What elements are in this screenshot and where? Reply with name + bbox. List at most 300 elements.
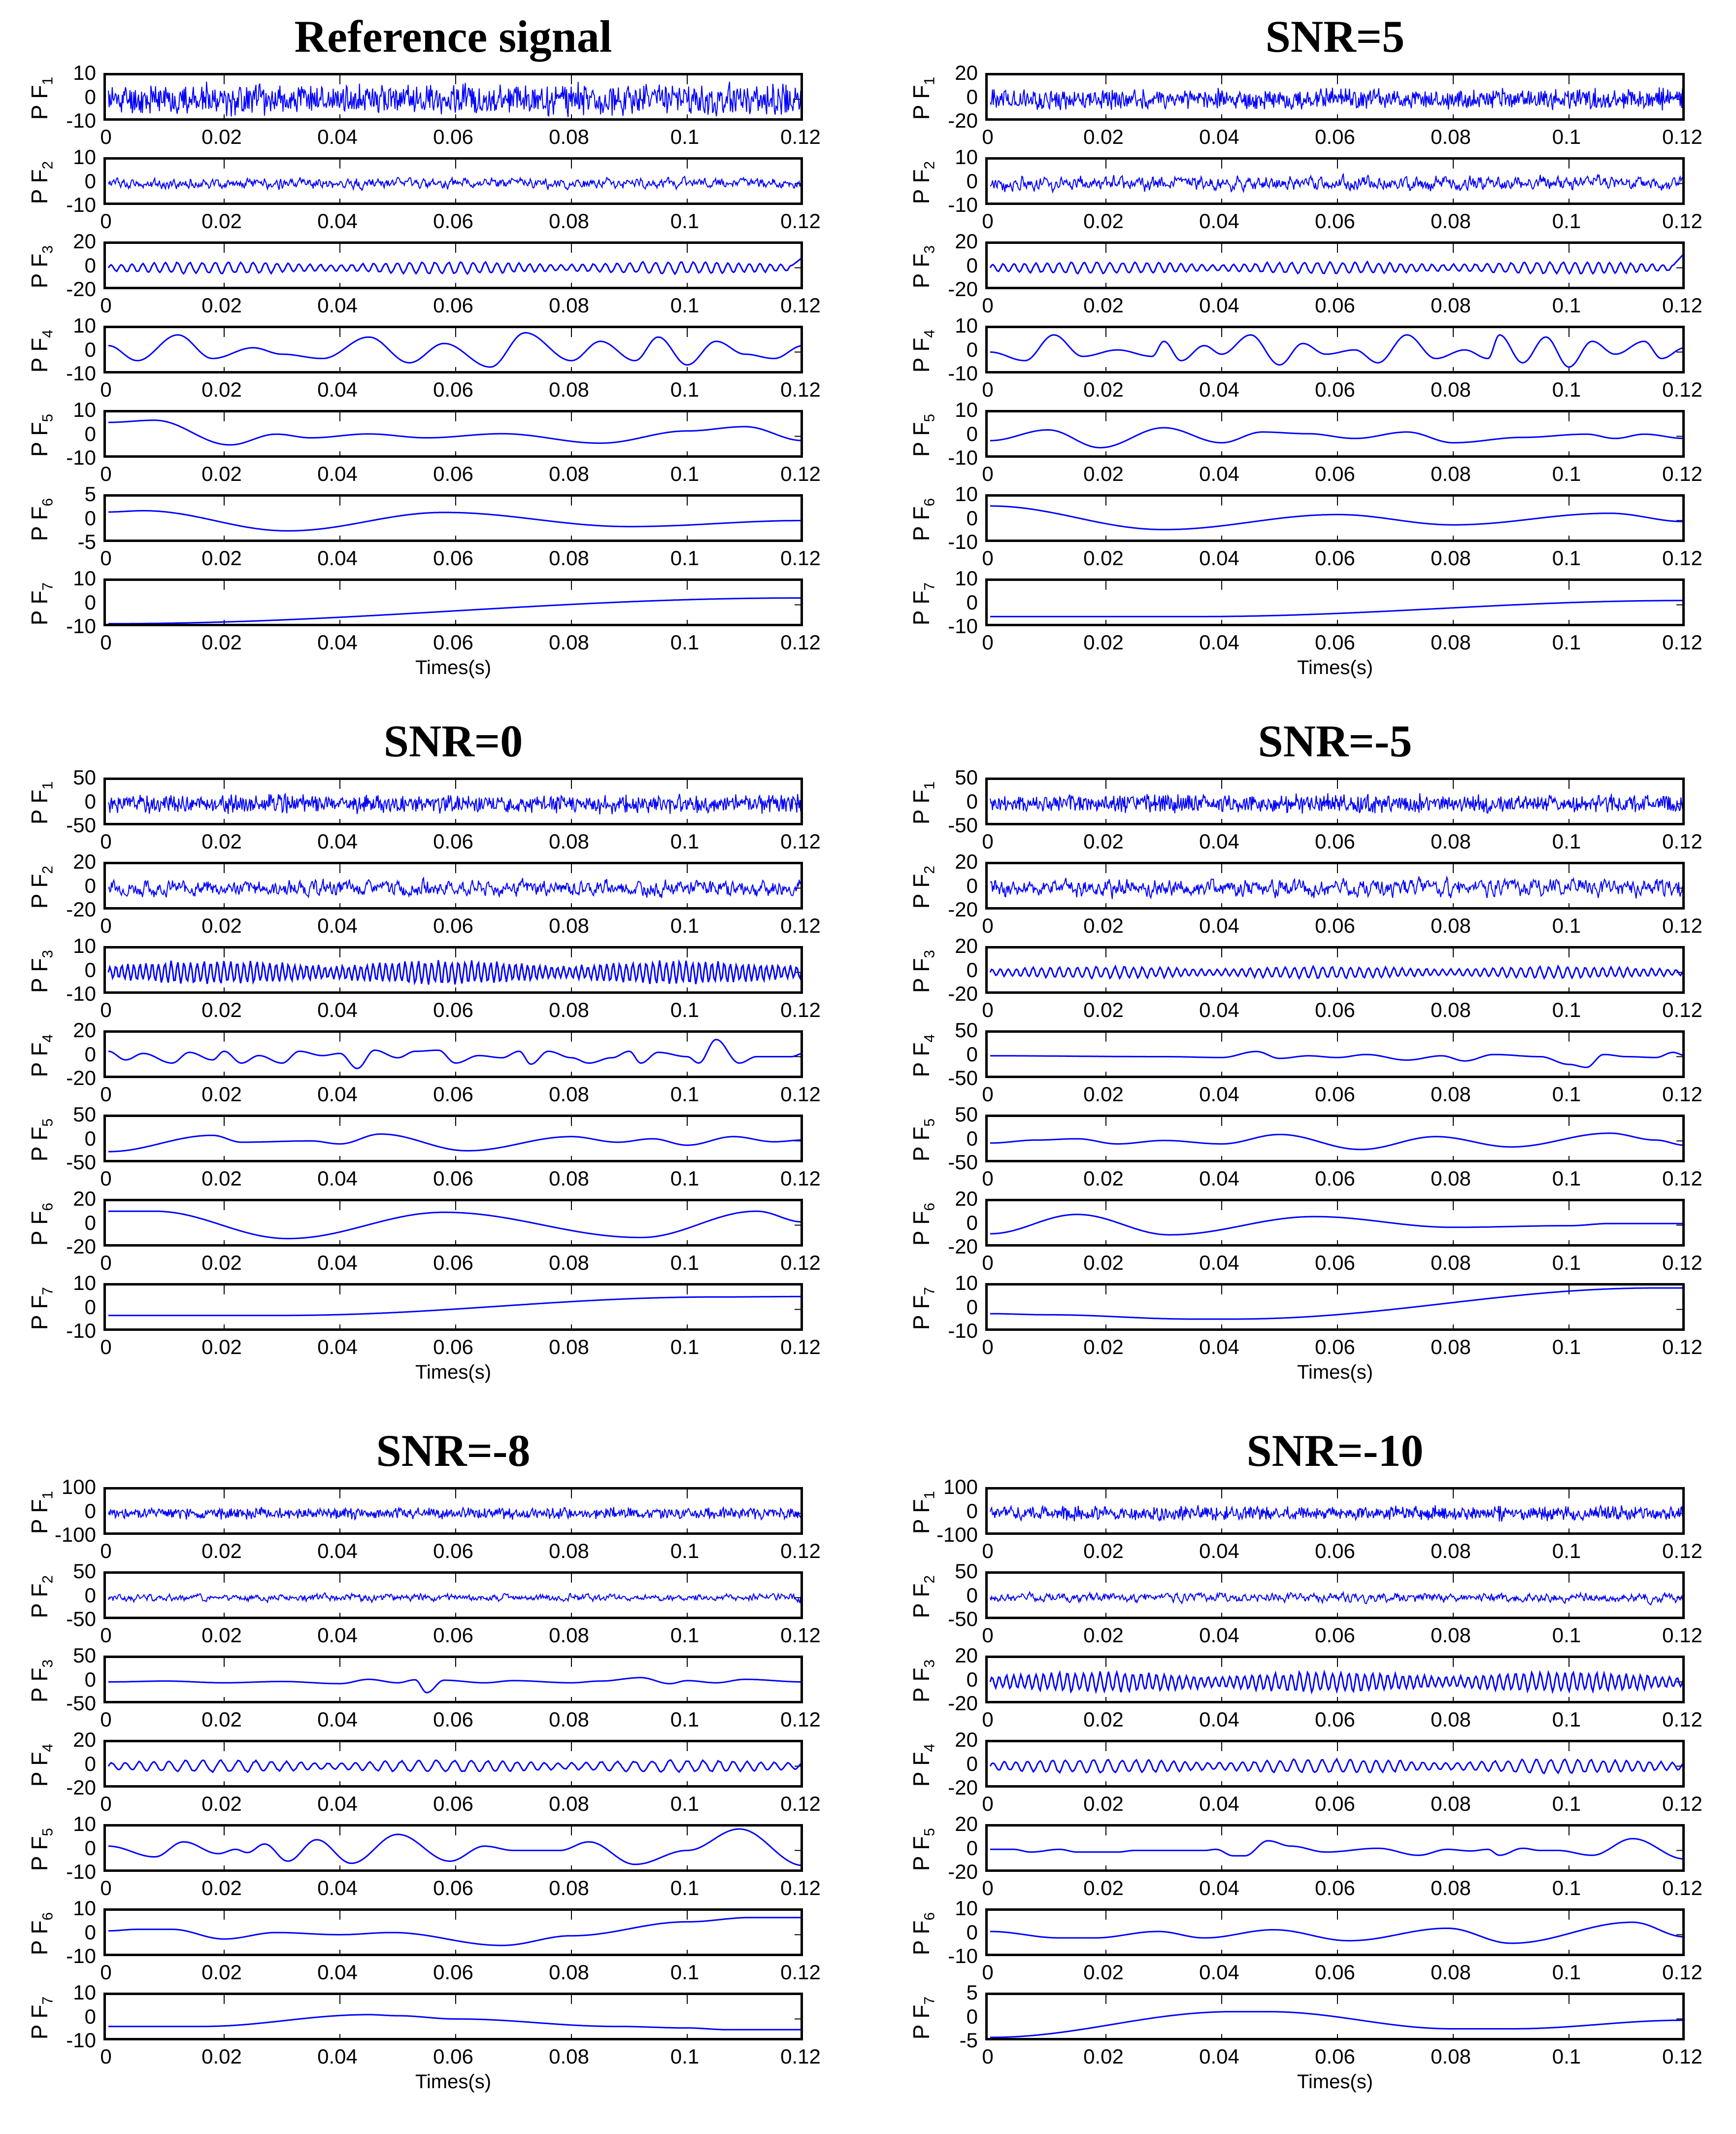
x-tick-label: 0.1 [1552,1167,1581,1190]
x-tick-label: 0.12 [780,1167,821,1190]
y-axis-label: P $F_2$ [908,1575,938,1618]
y-tick-label: -20 [66,277,96,301]
x-tick-label: 0.1 [1552,2045,1581,2068]
y-tick-label: -10 [66,362,96,385]
x-tick-label: 0.06 [433,1708,473,1731]
x-tick-label: 0.02 [1083,1961,1124,1984]
plot-area [985,1908,1685,1956]
x-tick-label: 0.08 [1431,1708,1471,1731]
y-tick-label: 0 [84,2004,96,2028]
plot-area [103,778,803,825]
x-tick-label: 0.04 [1199,209,1239,233]
y-tick-label: -10 [66,109,96,132]
x-tick-label: 0.04 [1199,1961,1239,1984]
x-tick-label: 0.06 [1315,209,1355,233]
y-tick-label: 0 [966,506,978,530]
y-axis-label: P $F_6$ [27,1912,56,1955]
x-tick-label: 0.1 [1552,378,1581,401]
x-tick-label: 0.02 [1083,1335,1124,1358]
y-tick-label: -20 [948,1860,978,1883]
x-tick-label: 0.06 [1315,294,1355,317]
plot-area [103,946,803,994]
x-tick-label: 0.1 [670,1167,700,1190]
x-tick-label: 0 [982,914,994,937]
x-tick-label: 0.08 [549,1539,589,1562]
plot-area [103,1487,803,1535]
x-tick-label: 0.12 [780,209,821,233]
x-tick-label: 0.02 [201,1624,242,1647]
x-tick-label: 0.04 [317,1539,358,1562]
x-tick-label: 0.06 [433,378,473,401]
x-tick-label: 0.06 [1315,1539,1355,1562]
y-tick-label: -10 [66,2029,96,2052]
x-tick-label: 0.02 [1083,1167,1124,1190]
x-tick-label: 0 [100,378,112,401]
y-axis-label: P $F_2$ [27,161,56,204]
x-tick-label: 0.1 [1552,1624,1581,1647]
x-tick-label: 0.02 [201,1792,242,1815]
plot-area [985,326,1685,373]
chart-group [882,1414,1736,2124]
x-tick-label: 0.12 [780,998,821,1021]
chart-title: SNR=-5 [1258,716,1412,766]
y-tick-label: -10 [948,362,978,385]
x-tick-label: 0.12 [780,631,821,654]
x-tick-label: 0.12 [780,546,821,570]
plot-area [985,1993,1685,2040]
y-tick-label: 50 [73,1103,96,1126]
waveform-line [106,581,803,626]
y-tick-label: 20 [73,1728,96,1751]
x-tick-label: 0.04 [317,1335,358,1358]
y-tick-label: 50 [73,1644,96,1667]
x-tick-label: 0.1 [1552,209,1581,233]
x-tick-label: 0.04 [317,830,358,853]
y-tick-label: -50 [948,813,978,837]
x-tick-label: 0.08 [1431,1251,1471,1274]
waveform-line [106,1201,803,1247]
x-tick-label: 0.12 [1662,2045,1703,2068]
x-tick-label: 0.12 [1662,1335,1703,1358]
x-tick-label: 0.06 [433,631,473,654]
x-tick-label: 0.04 [1199,830,1239,853]
x-tick-label: 0 [100,294,112,317]
y-tick-label: -10 [948,446,978,469]
x-tick-label: 0.08 [1431,1876,1471,1899]
y-tick-label: 10 [73,1981,96,2004]
y-axis-label: P $F_5$ [908,1828,938,1871]
x-tick-label: 0.1 [1552,1335,1581,1358]
x-tick-label: 0 [100,1083,112,1106]
x-tick-label: 0 [100,125,112,148]
y-axis-label: P $F_6$ [27,498,56,541]
y-tick-label: 0 [84,1499,96,1523]
x-tick-label: 0.06 [1315,998,1355,1021]
waveform-line [106,1286,803,1331]
chart-group [0,705,854,1414]
x-tick-label: 0.12 [780,1876,821,1899]
x-tick-label: 0.08 [549,1876,589,1899]
y-tick-label: 50 [955,1559,978,1583]
y-tick-label: -10 [66,193,96,216]
chart-group [882,705,1736,1414]
y-tick-label: -10 [66,1860,96,1883]
waveform-line [988,581,1685,626]
x-tick-label: 0.08 [549,209,589,233]
x-tick-label: 0 [100,462,112,485]
plot-area [985,578,1685,626]
x-tick-label: 0 [982,1961,994,1984]
x-axis-label: Times(s) [1297,2071,1373,2093]
x-tick-label: 0.1 [670,1251,700,1274]
x-tick-label: 0.02 [201,125,242,148]
y-tick-label: 0 [84,1042,96,1066]
waveform-line [106,244,803,289]
x-tick-label: 0.08 [1431,546,1471,570]
x-tick-label: 0.06 [433,998,473,1021]
y-axis-label: P $F_7$ [27,1996,56,2039]
waveform-line [988,948,1685,994]
x-tick-label: 0 [100,1539,112,1562]
x-axis-label: Times(s) [1297,657,1373,678]
x-tick-label: 0 [100,998,112,1021]
x-tick-label: 0 [982,1624,994,1647]
y-tick-label: 20 [955,1644,978,1667]
x-tick-label: 0.02 [201,294,242,317]
y-tick-label: 0 [84,1920,96,1944]
x-axis-label: Times(s) [415,657,492,678]
plot-area [985,241,1685,289]
y-axis-label: P $F_3$ [27,949,56,993]
y-axis-label: P $F_5$ [908,413,938,457]
x-tick-label: 0.08 [1431,1624,1471,1647]
y-axis-label: P $F_3$ [908,949,938,993]
plot-area [103,1030,803,1078]
y-axis-label: P $F_2$ [908,865,938,909]
y-axis-label: P $F_7$ [908,582,938,625]
x-tick-label: 0 [100,1708,112,1731]
x-tick-label: 0 [100,1876,112,1899]
y-tick-label: 20 [955,1187,978,1210]
x-tick-label: 0 [100,2045,112,2068]
chart-title: Reference signal [294,11,612,62]
y-axis-label: P $F_5$ [27,1828,56,1871]
waveform-line [106,1827,803,1872]
x-tick-label: 0.04 [1199,914,1239,937]
x-tick-label: 0 [982,1335,994,1358]
x-tick-label: 0 [100,546,112,570]
x-tick-label: 0.1 [1552,1792,1581,1815]
y-tick-label: -10 [66,1944,96,1967]
y-tick-label: 0 [84,253,96,277]
y-tick-label: 0 [84,1752,96,1775]
x-tick-label: 0.1 [670,1961,700,1984]
y-tick-label: 50 [955,1018,978,1042]
y-tick-label: -20 [948,1692,978,1715]
x-tick-label: 0.02 [1083,546,1124,570]
x-tick-label: 0.1 [1552,830,1581,853]
y-axis-label: P $F_2$ [908,161,938,204]
x-tick-label: 0.04 [1199,1167,1239,1190]
x-tick-label: 0.06 [433,830,473,853]
y-tick-label: -10 [66,982,96,1005]
x-tick-label: 0.06 [1315,1624,1355,1647]
x-tick-label: 0.02 [1083,125,1124,148]
x-tick-label: 0.06 [433,1792,473,1815]
y-tick-label: -10 [948,1319,978,1342]
y-tick-label: -20 [948,1235,978,1258]
y-tick-label: -20 [66,1235,96,1258]
x-tick-label: 0.12 [1662,1792,1703,1815]
plot-area [103,1824,803,1872]
x-tick-label: 0.12 [1662,914,1703,937]
x-tick-label: 0.06 [433,2045,473,2068]
x-tick-label: 0.02 [201,2045,242,2068]
y-tick-label: 0 [84,590,96,614]
waveform-line [988,1117,1685,1162]
x-tick-label: 0.02 [1083,631,1124,654]
waveform-line [988,1574,1685,1619]
x-tick-label: 0.12 [780,914,821,937]
x-tick-label: 0.1 [1552,1083,1581,1106]
y-tick-label: 20 [955,1812,978,1835]
x-tick-label: 0.08 [1431,1335,1471,1358]
y-tick-label: 0 [966,789,978,813]
y-axis-label: P $F_1$ [27,1490,56,1534]
y-tick-label: 0 [84,1667,96,1691]
x-tick-label: 0.1 [670,294,700,317]
x-tick-label: 0 [982,1539,994,1562]
x-tick-label: 0.12 [780,830,821,853]
x-tick-label: 0.1 [670,1624,700,1647]
plot-area [985,1283,1685,1331]
x-tick-label: 0.08 [1431,914,1471,937]
y-axis-label: P $F_3$ [908,245,938,288]
x-tick-label: 0.06 [433,1335,473,1358]
x-tick-label: 0 [100,209,112,233]
waveform-line [106,1911,803,1956]
x-tick-label: 0.04 [1199,1335,1239,1358]
waveform-line [988,864,1685,910]
x-tick-label: 0.12 [780,1961,821,1984]
plot-area [985,494,1685,542]
x-tick-label: 0.1 [1552,546,1581,570]
x-tick-label: 0.08 [1431,462,1471,485]
x-tick-label: 0.08 [549,1708,589,1731]
x-tick-label: 0.02 [1083,1876,1124,1899]
y-tick-label: 10 [955,145,978,169]
waveform-line [106,948,803,994]
waveform-line [106,1742,803,1788]
y-tick-label: 0 [966,1042,978,1066]
x-tick-label: 0.02 [1083,1624,1124,1647]
x-tick-label: 0.02 [1083,830,1124,853]
x-tick-label: 0.04 [1199,1624,1239,1647]
y-tick-label: -50 [948,1607,978,1630]
chart-title: SNR=0 [383,716,523,766]
x-tick-label: 0.12 [780,1083,821,1106]
x-tick-label: 0.12 [780,294,821,317]
x-tick-label: 0.08 [1431,2045,1471,2068]
y-tick-label: 0 [966,1583,978,1607]
waveform-line [106,780,803,825]
x-tick-label: 0.12 [780,378,821,401]
x-tick-label: 0.02 [1083,1792,1124,1815]
x-tick-label: 0 [982,998,994,1021]
y-tick-label: -50 [66,1607,96,1630]
x-tick-label: 0.12 [1662,1961,1703,1984]
x-tick-label: 0 [100,1624,112,1647]
x-tick-label: 0.06 [1315,1335,1355,1358]
x-tick-label: 0 [982,1708,994,1731]
x-tick-label: 0.04 [317,631,358,654]
x-tick-label: 0 [100,1792,112,1815]
waveform-line [988,1286,1685,1331]
x-tick-label: 0 [982,294,994,317]
y-tick-label: 10 [73,1271,96,1294]
x-tick-label: 0.06 [1315,1876,1355,1899]
x-tick-label: 0.04 [1199,998,1239,1021]
y-axis-label: P $F_1$ [908,1490,938,1534]
x-tick-label: 0 [100,1251,112,1274]
chart-group [0,0,854,710]
y-axis-label: P $F_1$ [908,781,938,824]
y-tick-label: 0 [84,506,96,530]
y-tick-label: -100 [54,1523,96,1546]
y-tick-label: -20 [66,898,96,921]
plot-area [103,1656,803,1703]
x-tick-label: 0.1 [670,1335,700,1358]
x-tick-label: 0.08 [549,378,589,401]
x-tick-label: 0.08 [1431,998,1471,1021]
y-tick-label: -20 [948,1776,978,1799]
y-axis-label: P $F_5$ [27,413,56,457]
x-tick-label: 0.1 [670,914,700,937]
y-tick-label: 0 [84,85,96,108]
x-tick-label: 0 [982,2045,994,2068]
x-tick-label: 0.12 [1662,1251,1703,1274]
x-tick-label: 0.08 [549,998,589,1021]
y-tick-label: 0 [966,85,978,108]
x-tick-label: 0.04 [1199,1876,1239,1899]
y-tick-label: 0 [84,422,96,445]
y-tick-label: 0 [84,789,96,813]
x-tick-label: 0.02 [201,1167,242,1190]
y-axis-label: P $F_3$ [27,1659,56,1702]
x-tick-label: 0.04 [1199,378,1239,401]
waveform-line [106,497,803,542]
x-tick-label: 0.02 [201,209,242,233]
x-tick-label: 0.08 [1431,1167,1471,1190]
y-tick-label: 0 [966,2004,978,2028]
waveform-line [988,75,1685,121]
chart-title: SNR=-8 [376,1425,531,1476]
x-tick-label: 0.06 [1315,1083,1355,1106]
y-tick-label: 20 [955,850,978,873]
x-tick-label: 0.02 [201,830,242,853]
x-tick-label: 0.08 [1431,1539,1471,1562]
waveform-line [106,1490,803,1535]
plot-area [103,73,803,121]
x-tick-label: 0.06 [433,1251,473,1274]
waveform-line [988,244,1685,289]
plot-area [985,946,1685,994]
y-tick-label: -10 [66,1319,96,1342]
y-tick-label: -50 [66,1692,96,1715]
plot-area [985,1656,1685,1703]
waveform-line [106,1033,803,1078]
x-tick-label: 0 [100,914,112,937]
y-tick-label: 20 [955,934,978,957]
y-tick-label: 10 [73,1897,96,1920]
x-tick-label: 0.12 [1662,209,1703,233]
x-tick-label: 0.1 [670,125,700,148]
waveform-line [988,497,1685,542]
x-tick-label: 0.04 [317,209,358,233]
y-axis-label: P $F_3$ [27,245,56,288]
x-tick-label: 0.1 [1552,1539,1581,1562]
x-tick-label: 0.1 [670,546,700,570]
y-tick-label: 20 [955,1728,978,1751]
chart-group [882,0,1736,710]
x-tick-label: 0.06 [1315,1708,1355,1731]
x-tick-label: 0.04 [317,1624,358,1647]
y-tick-label: -10 [948,614,978,638]
y-tick-label: -20 [66,1066,96,1089]
x-tick-label: 0.06 [1315,1251,1355,1274]
y-tick-label: 0 [966,1499,978,1523]
x-tick-label: 0.08 [549,1335,589,1358]
x-tick-label: 0.1 [1552,1961,1581,1984]
y-tick-label: -20 [66,1776,96,1799]
y-tick-label: -20 [948,982,978,1005]
y-tick-label: -50 [66,1151,96,1174]
x-tick-label: 0.12 [780,1335,821,1358]
x-tick-label: 0.08 [549,830,589,853]
plot-area [985,1487,1685,1535]
x-tick-label: 0.12 [1662,1708,1703,1731]
x-tick-label: 0.04 [317,1708,358,1731]
waveform-line [988,1201,1685,1247]
x-tick-label: 0.06 [433,209,473,233]
x-tick-label: 0 [982,1876,994,1899]
x-tick-label: 0.1 [1552,462,1581,485]
x-tick-label: 0.08 [549,1251,589,1274]
x-tick-label: 0.06 [1315,378,1355,401]
y-tick-label: 10 [73,1812,96,1835]
x-tick-label: 0.04 [317,2045,358,2068]
y-axis-label: P $F_4$ [27,1743,56,1787]
waveform-line [988,780,1685,825]
x-tick-label: 0.12 [1662,125,1703,148]
plot-area [985,410,1685,458]
x-tick-label: 0.08 [549,294,589,317]
x-tick-label: 0 [982,1167,994,1190]
x-axis-label: Times(s) [415,2071,492,2093]
y-axis-label: P $F_4$ [908,1034,938,1077]
x-tick-label: 0.1 [670,1792,700,1815]
x-tick-label: 0.04 [1199,1708,1239,1731]
y-tick-label: 5 [84,482,96,506]
x-tick-label: 0.06 [433,914,473,937]
x-tick-label: 0.04 [1199,1539,1239,1562]
plot-area [985,1030,1685,1078]
x-tick-label: 0.1 [670,830,700,853]
y-tick-label: 0 [966,422,978,445]
x-tick-label: 0 [100,830,112,853]
y-tick-label: 10 [73,567,96,590]
x-tick-label: 0.08 [1431,294,1471,317]
